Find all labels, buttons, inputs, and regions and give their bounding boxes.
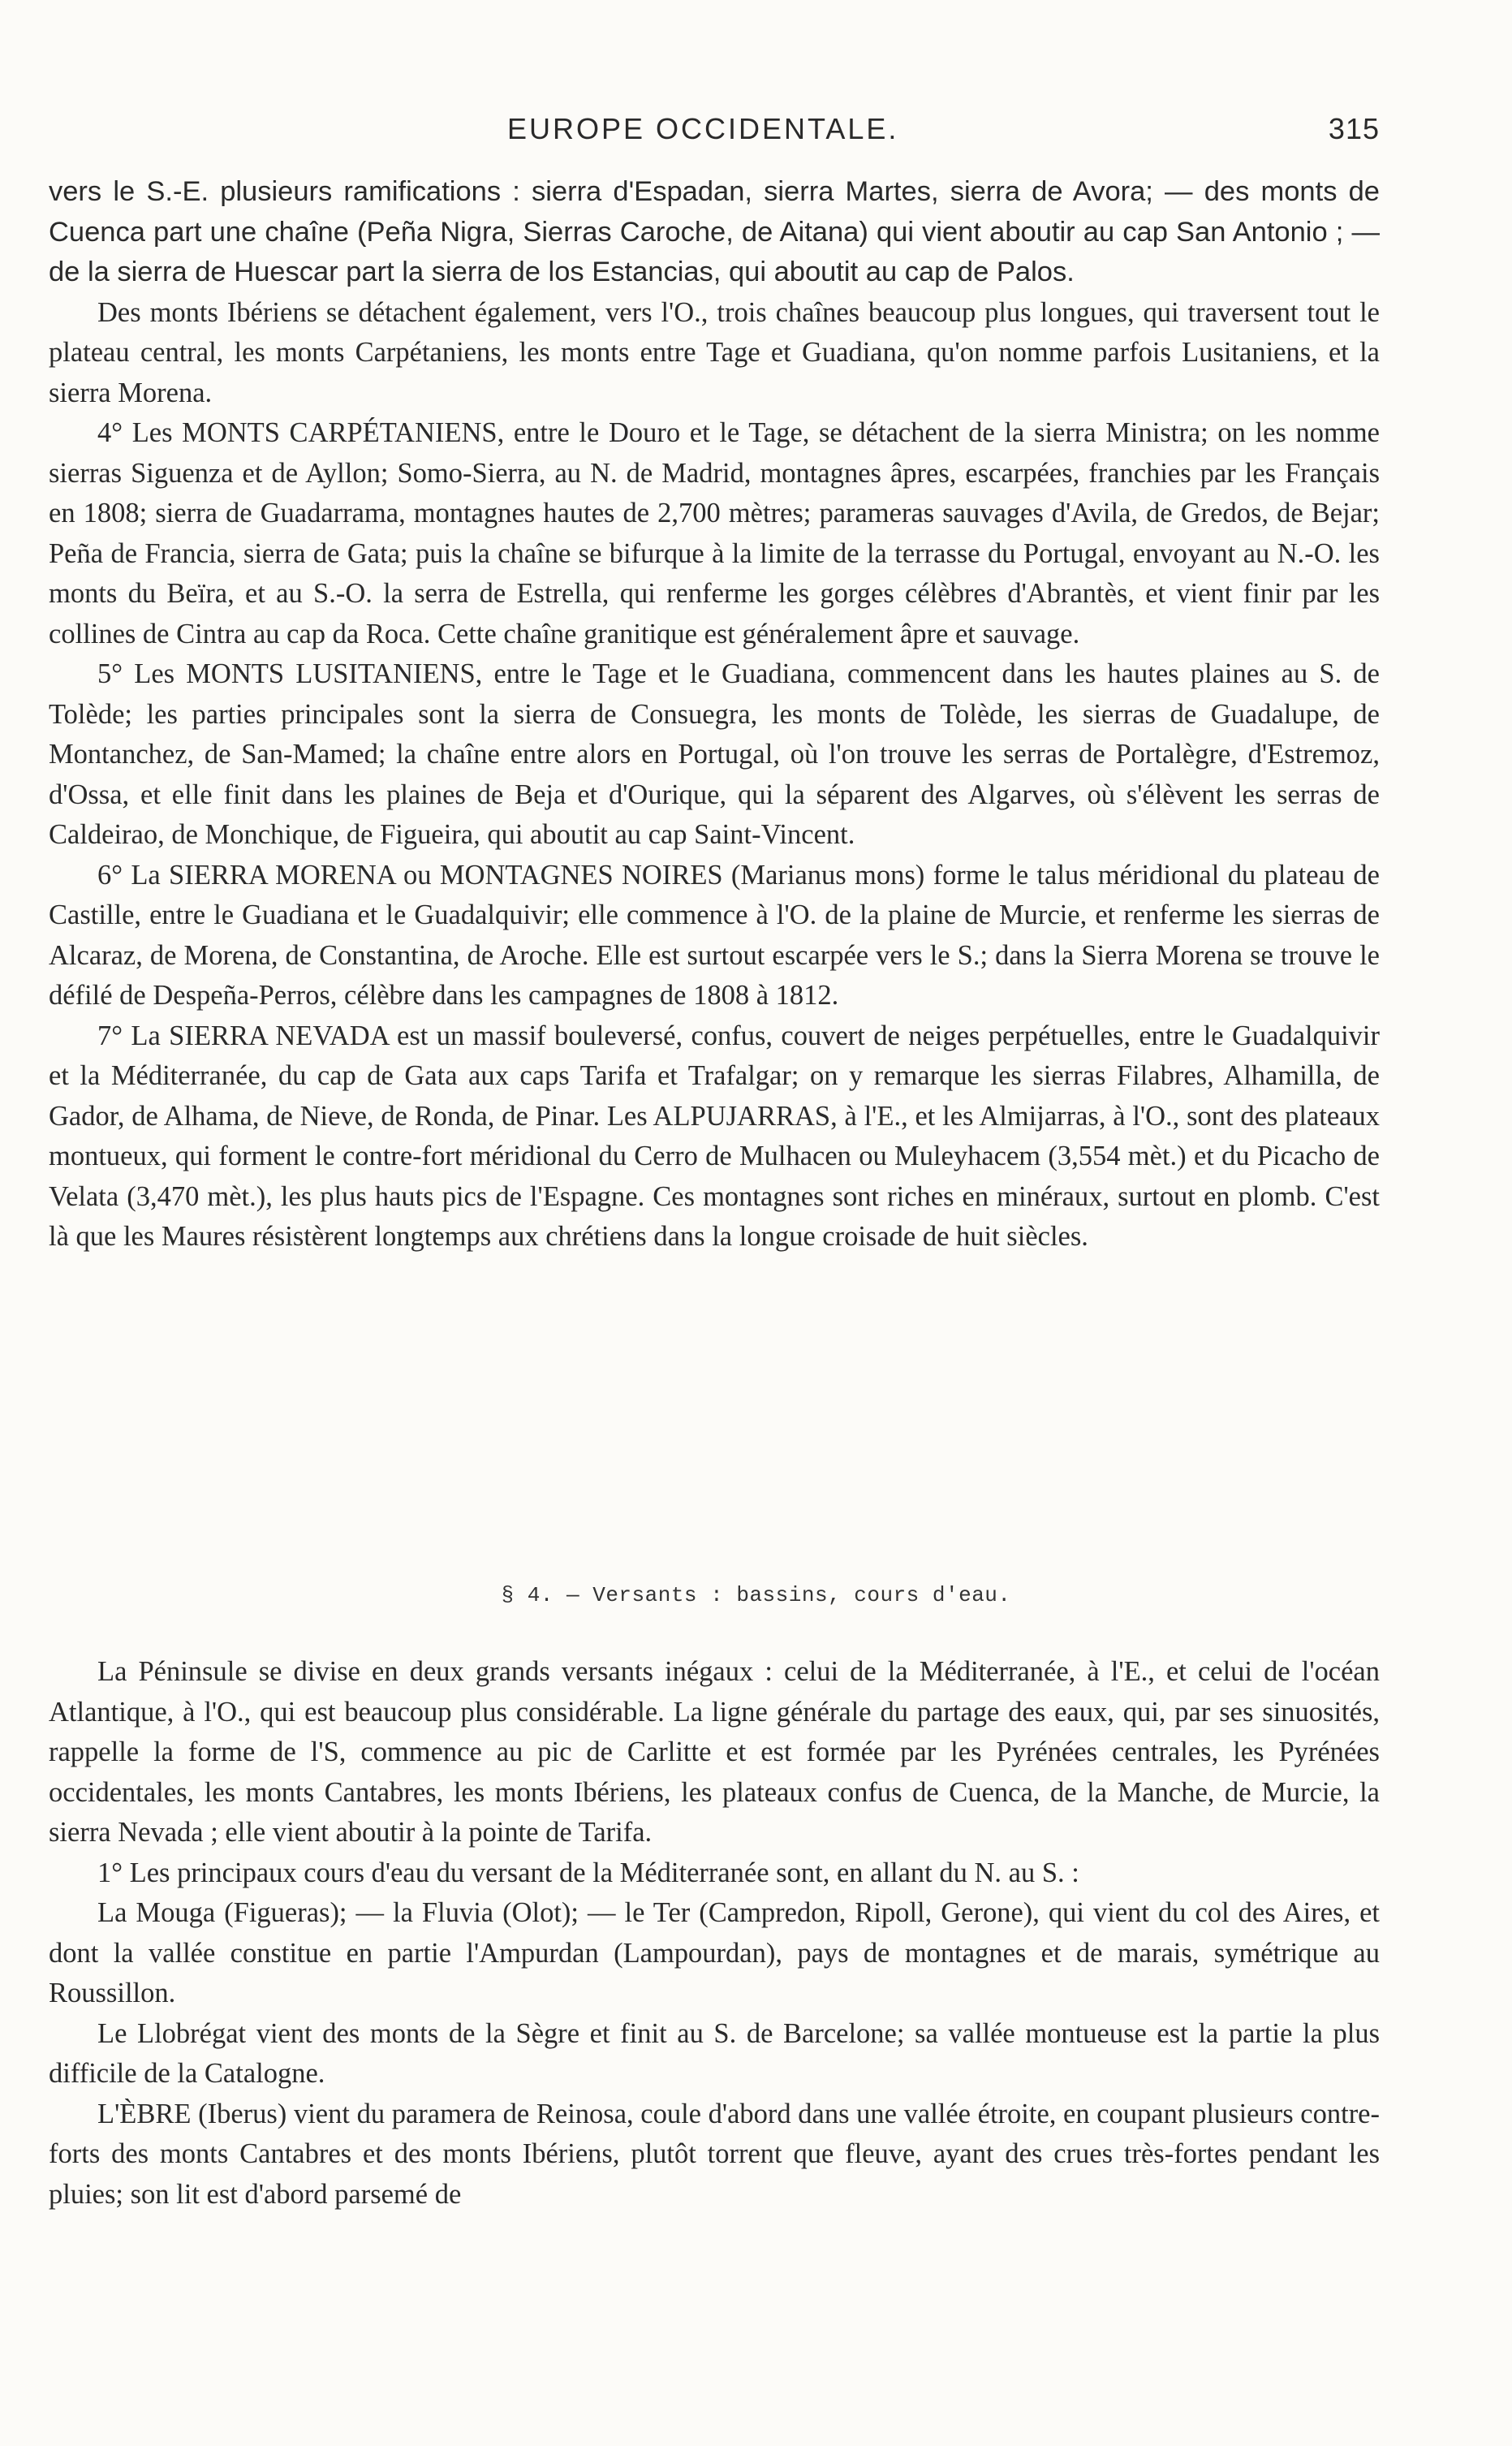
paragraph: 7° La SIERRA NEVADA est un massif bouleversé, confus, couvert de neiges perpétuelles, entre le Guadalquivir et la Méditerranée, du cap de Gata aux caps Tarifa et Trafalgar; on y remarque les sierras Filabres, Alhamilla, de Gador, de Alhama, de Nieve, de Ronda, de Pinar. Les ALPUJARRAS, à l'E., et les Almijarras, à l'O., sont des plateaux montueux, qui forment le contre-fort méridional du Cerro de Mulhacen ou Muleyhacem (3,554 mèt.) et du Picacho de Velata (3,470 mèt.), les plus hauts pics de l'Espagne. Ces montagnes sont riches en minéraux, surtout en plomb. C'est là que les Maures résistèrent longtemps aux chrétiens dans la longue croisade de huit siècles. xyxy=(49,1020,1380,1252)
paragraph: 6° La SIERRA MORENA ou MONTAGNES NOIRES (Marianus mons) forme le talus méridional du plateau de Castille, entre le Guadiana et le Guadalquivir; elle commence à l'O. de la plaine de Murcie, et renferme les sierras de Alcaraz, de Morena, de Constantina, de Aroche. Elle est surtout escarpée vers le S.; dans la Sierra Morena se trouve le défilé de Despeña-Perros, célèbre dans les campagnes de 1808 à 1812. xyxy=(49,859,1380,1011)
paragraph: vers le S.-E. plusieurs ramifications : sierra d'Espadan, sierra Martes, sierra de Avora; — des monts de Cuenca part une chaîne (Peña Nigra, Sierras Caroche, de Aitana) qui vient aboutir au cap San Antonio ; — de la sierra de Huescar part la sierra de los Estancias, qui aboutit au cap de Palos. xyxy=(49,176,1380,287)
body-text-lower xyxy=(49,1652,1380,2215)
paragraph: Des monts Ibériens se détachent également, vers l'O., trois chaînes beaucoup plus longues, qui traversent tout le plateau central, les monts Carpétaniens, les monts entre Tage et Guadiana, qu'on nomme parfois Lusitaniens, et la sierra Morena. xyxy=(49,296,1380,408)
paragraph: La Mouga (Figueras); — la Fluvia (Olot); — le Ter (Campredon, Ripoll, Gerone), qui vient du col des Aires, et dont la vallée constitue en partie l'Ampurdan (Lampourdan), pays de montagnes et de marais, symétrique au Roussillon. xyxy=(49,1897,1380,2008)
paragraph: L'ÈBRE (Iberus) vient du paramera de Reinosa, coule d'abord dans une vallée étroite, en coupant plusieurs contre-forts des monts Cantabres et des monts Ibériens, plutôt torrent que fleuve, ayant des crues très-fortes pendant les pluies; son lit est d'abord parsemé de xyxy=(49,2098,1380,2210)
section-heading: § 4. — Versants : bassins, cours d'eau. xyxy=(501,1583,1011,1607)
paragraph: Le Llobrégat vient des monts de la Sègre et finit au S. de Barcelone; sa vallée montueuse est la partie la plus difficile de la Catalogne. xyxy=(49,2017,1380,2089)
paragraph: 1° Les principaux cours d'eau du versant de la Méditerranée sont, en allant du N. au S. : xyxy=(97,1857,1079,1888)
paragraph: 4° Les MONTS CARPÉTANIENS, entre le Douro et le Tage, se détachent de la sierra Ministra; on les nomme sierras Siguenza et de Ayllon; Somo-Sierra, au N. de Madrid, montagnes âpres, escarpées, franchies par les Français en 1808; sierra de Guadarrama, montagnes hautes de 2,700 mètres; parameras sauvages d'Avila, de Gredos, de Bejar; Peña de Francia, sierra de Gata; puis la chaîne se bifurque à la limite de la terrasse du Portugal, envoyant au N.-O. les monts du Beïra, et au S.-O. la serra de Estrella, qui renferme les gorges célèbres d'Abrantès, et vient finir par les collines de Cintra au cap da Roca. Cette chaîne granitique est généralement âpre et sauvage. xyxy=(49,417,1380,649)
running-header xyxy=(49,107,1380,156)
body-text-upper xyxy=(49,172,1380,1258)
header-title: EUROPE OCCIDENTALE. xyxy=(507,112,899,145)
paragraph: 5° Les MONTS LUSITANIENS, entre le Tage et le Guadiana, commencent dans les hautes plaines au S. de Tolède; les parties principales sont la sierra de Consuegra, les monts de Tolède, les sierras de Guadalupe, de Montanchez, de San-Mamed; la chaîne entre alors en Portugal, où l'on trouve les serras de Portalègre, d'Estremoz, d'Ossa, et elle finit dans les plaines de Beja et d'Ourique, qui la séparent des Algarves, où s'élèvent les serras de Caldeirao, de Monchique, de Figueira, qui aboutit au cap Saint-Vincent. xyxy=(49,658,1380,850)
page-number: 315 xyxy=(1328,112,1380,145)
paragraph: La Péninsule se divise en deux grands versants inégaux : celui de la Méditerranée, à l'E., et celui de l'océan Atlantique, à l'O., qui est beaucoup plus considérable. La ligne générale du partage des eaux, qui, par ses sinuosités, rappelle la forme de l'S, commence au pic de Carlitte et est formée par les Pyrénées centrales, les Pyrénées occidentales, les monts Cantabres, les monts Ibériens, les plateaux confus de Cuenca, de la Manche, de Murcie, la sierra Nevada ; elle vient aboutir à la pointe de Tarifa. xyxy=(49,1656,1380,1848)
